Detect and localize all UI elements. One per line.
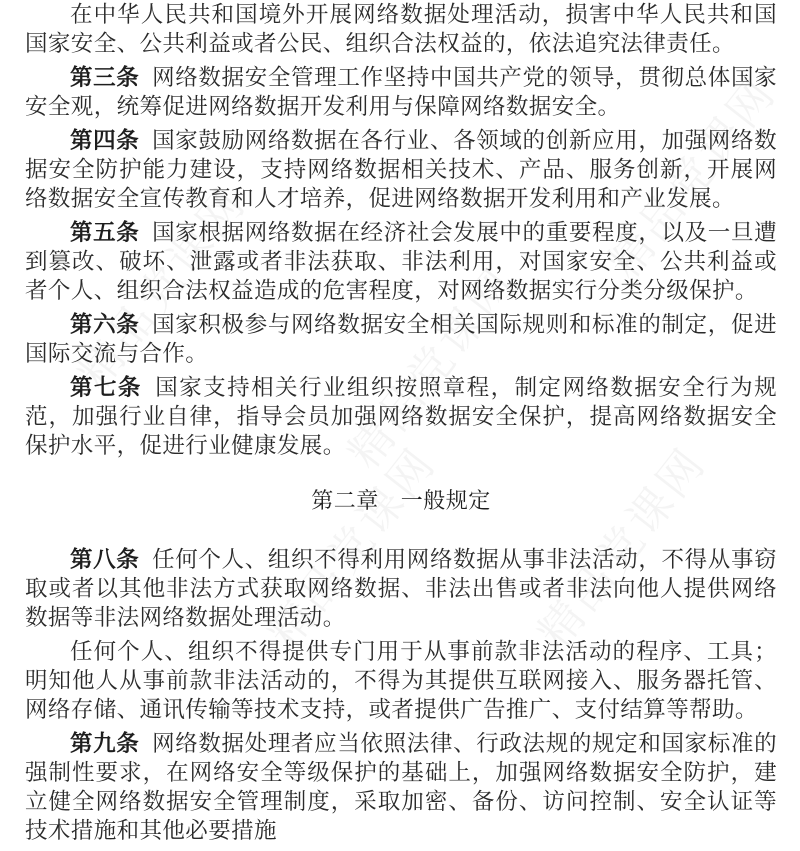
chapter-title: 一般规定 xyxy=(400,489,491,514)
article-text: 网络数据安全管理工作坚持中国共产党的领导，贯彻总体国家安全观，统筹促进网络数据开发利用与保障网络数据安全。 xyxy=(25,65,777,120)
paragraph-text: 任何个人、组织不得提供专门用于从事前款非法活动的程序、工具；明知他人从事前款非法活动的，不得为其提供互联网接入、服务器托管、网络存储、通讯传输等技术支持，或者提供广告推广、支付结算等帮助。 xyxy=(25,639,777,723)
article-5 xyxy=(25,219,777,306)
article-3 xyxy=(25,64,777,122)
article-text: 国家支持相关行业组织按照章程，制定网络数据安全行为规范，加强行业自律，指导会员加强网络数据安全保护，提高网络数据安全保护水平，促进行业健康发展。 xyxy=(25,375,777,459)
article-label: 第七条 xyxy=(70,375,142,401)
paragraph-continuation xyxy=(25,1,777,59)
article-8 xyxy=(25,546,777,633)
chapter-heading xyxy=(25,487,777,516)
article-label: 第九条 xyxy=(70,731,140,757)
chapter-number: 第二章 xyxy=(311,489,379,514)
article-8-clause-2 xyxy=(25,638,777,725)
article-9 xyxy=(25,730,777,846)
article-text: 国家根据网络数据在经济社会发展中的重要程度，以及一旦遭到篡改、破坏、泄露或者非法获取、非法利用，对国家安全、公共利益或者个人、组织合法权益造成的危害程度，对网络数据实行分类分级保护。 xyxy=(25,220,777,304)
paragraph-text: 在中华人民共和国境外开展网络数据处理活动，损害中华人民共和国国家安全、公共利益或者公民、组织合法权益的，依法追究法律责任。 xyxy=(25,2,777,57)
article-text: 国家积极参与网络数据安全相关国际规则和标准的制定，促进国际交流与合作。 xyxy=(25,312,777,367)
article-6 xyxy=(25,311,777,369)
document-page xyxy=(25,1,777,851)
article-label: 第八条 xyxy=(70,547,140,573)
article-label: 第三条 xyxy=(70,65,140,91)
article-label: 第五条 xyxy=(70,220,140,246)
article-label: 第四条 xyxy=(70,128,140,154)
article-7 xyxy=(25,374,777,461)
article-4 xyxy=(25,127,777,214)
article-text: 任何个人、组织不得利用网络数据从事非法活动，不得从事窃取或者以其他非法方式获取网络数据、非法出售或者非法向他人提供网络数据等非法网络数据处理活动。 xyxy=(25,547,777,631)
article-text: 国家鼓励网络数据在各行业、各领域的创新应用，加强网络数据安全防护能力建设，支持网络数据相关技术、产品、服务创新，开展网络数据安全宣传教育和人才培养，促进网络数据开发利用和产业发展。 xyxy=(25,128,777,212)
article-text: 网络数据处理者应当依照法律、行政法规的规定和国家标准的强制性要求，在网络安全等级保护的基础上，加强网络数据安全防护，建立健全网络数据安全管理制度，采取加密、备份、访问控制、安全认证等技术措施和其他必要措施 xyxy=(25,731,777,844)
article-label: 第六条 xyxy=(70,312,140,338)
